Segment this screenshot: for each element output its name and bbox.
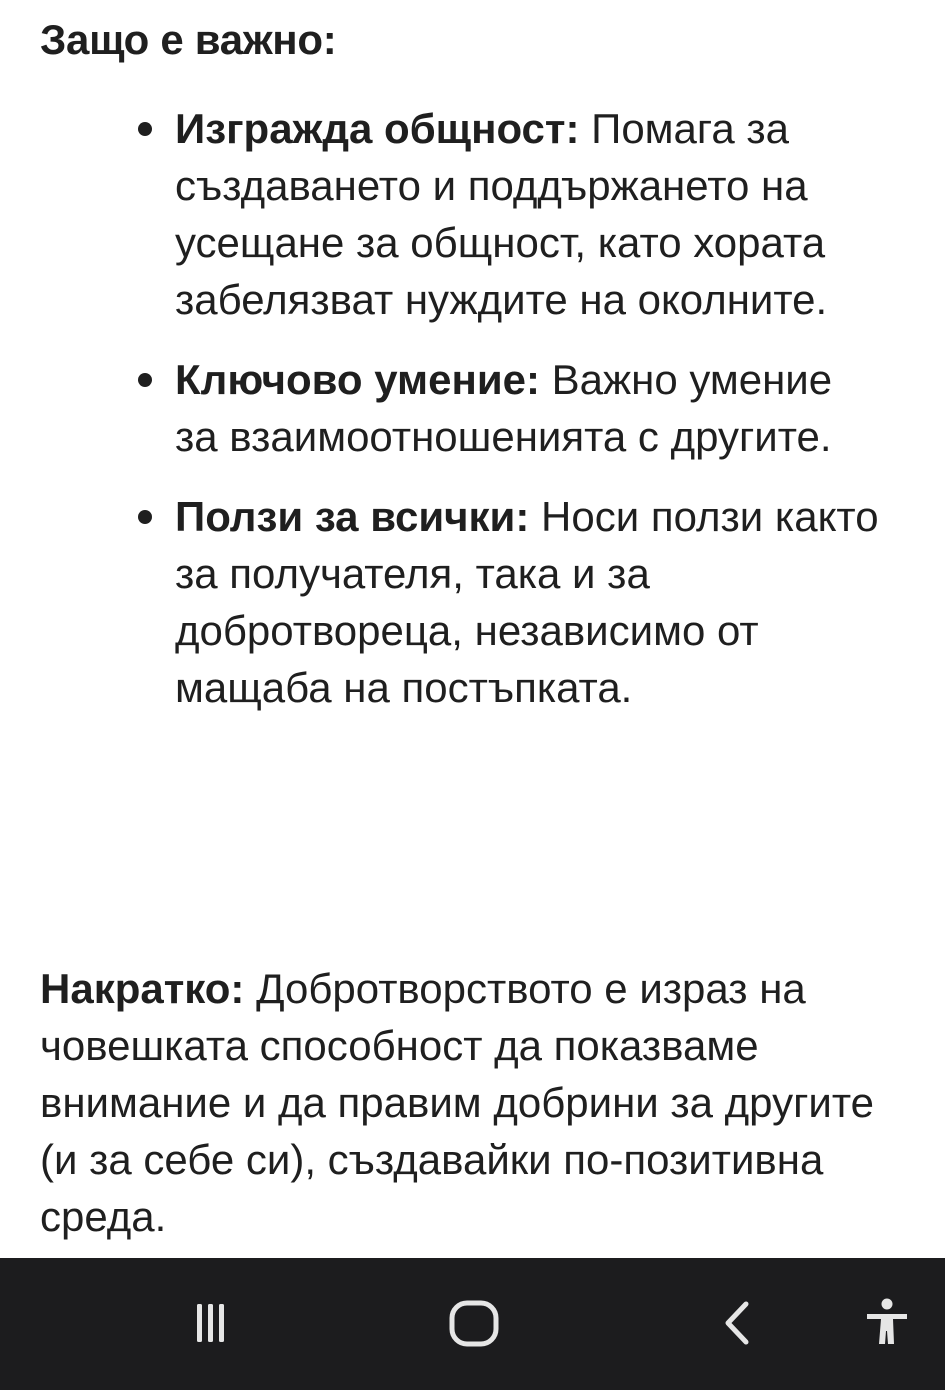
list-item xyxy=(0,351,945,465)
bullet-text: Носи ползи както за получателя, така и за добротвореца, независимо от мащаба на постъпката. xyxy=(175,493,879,711)
reasons-list xyxy=(0,100,945,739)
list-item xyxy=(0,488,945,716)
list-item xyxy=(0,100,945,328)
home-icon xyxy=(444,1294,504,1354)
summary-term: Накратко: xyxy=(40,965,245,1012)
bullet-term: Ключово умение: xyxy=(175,356,540,403)
accessibility-icon xyxy=(857,1294,917,1354)
home-button[interactable] xyxy=(434,1284,514,1364)
bullet-dot xyxy=(138,122,152,136)
summary-paragraph xyxy=(40,960,910,1245)
system-navigation-bar xyxy=(0,1258,945,1390)
accessibility-button[interactable] xyxy=(847,1284,927,1364)
recent-apps-button[interactable] xyxy=(170,1284,250,1364)
bullet-text: Важно умение за взаимоотношенията с другите. xyxy=(175,356,833,460)
back-button[interactable] xyxy=(698,1284,778,1364)
bullet-text: Помага за създаването и поддържането на усещане за общност, като хората забелязват нуждите на околните. xyxy=(175,105,828,323)
recent-apps-icon xyxy=(180,1294,240,1354)
bullet-dot xyxy=(138,510,152,524)
bullet-term: Ползи за всички: xyxy=(175,493,530,540)
bullet-dot xyxy=(138,373,152,387)
summary-text: Добротворството е израз на човешката способност да показваме внимание и да правим добрини за другите (и за себе си), създавайки по-позитивна среда. xyxy=(40,965,874,1240)
back-icon xyxy=(708,1294,768,1354)
section-heading: Защо е важно: xyxy=(40,16,337,63)
bullet-term: Изгражда общност: xyxy=(175,105,580,152)
